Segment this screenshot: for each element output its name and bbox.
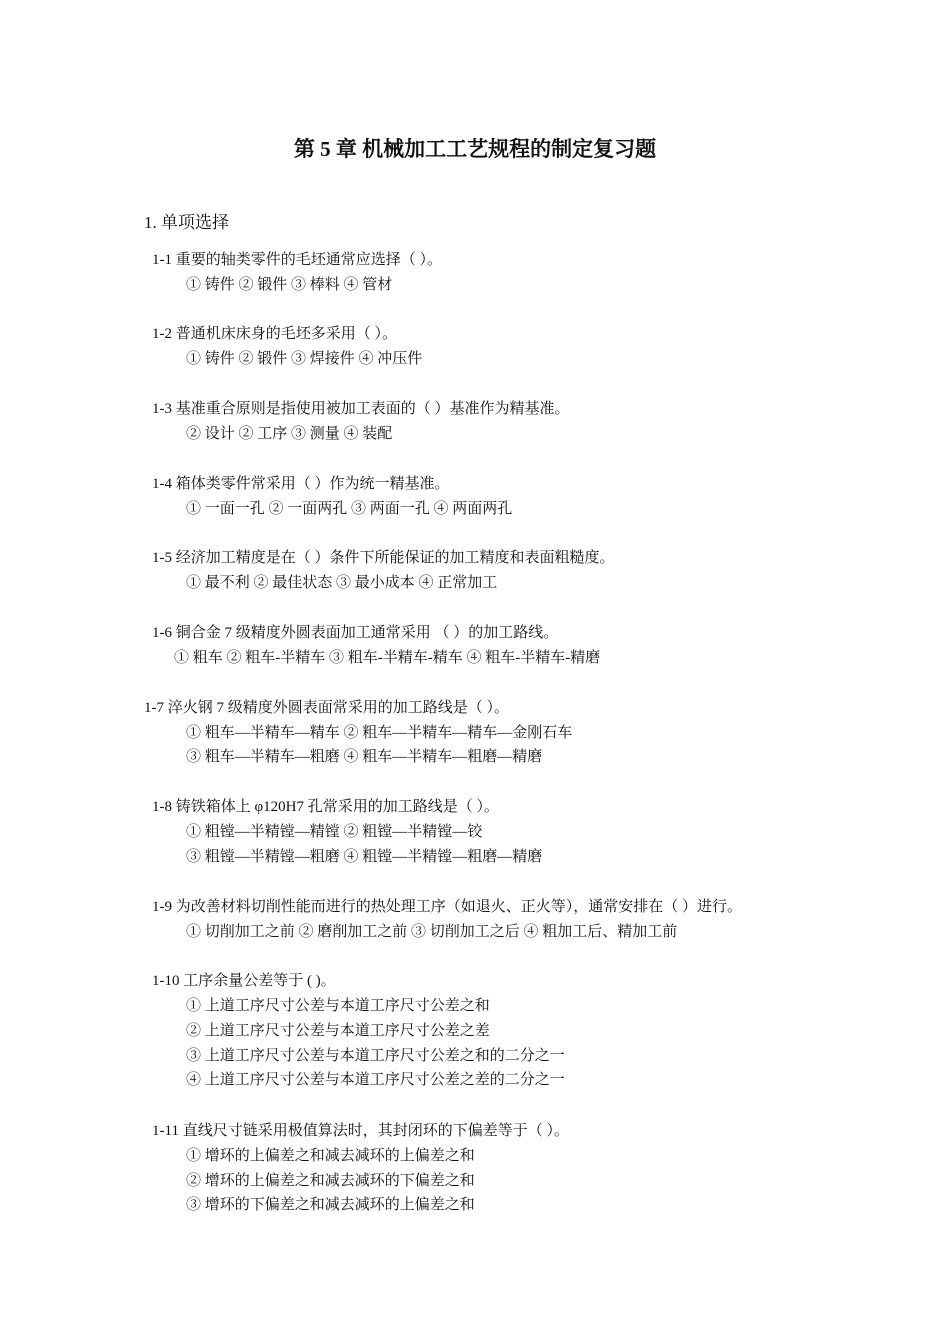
question-options: ③ 粗车—半精车—粗磨 ④ 粗车—半精车—粗磨—精磨	[186, 749, 543, 765]
question-options: ② 增环的上偏差之和减去减环的下偏差之和	[186, 1173, 475, 1189]
question-options: ④ 上道工序尺寸公差与本道工序尺寸公差之差的二分之一	[186, 1072, 565, 1088]
question-options: ② 设计 ② 工序 ③ 测量 ④ 装配	[186, 426, 393, 442]
section-heading: 1. 单项选择	[144, 213, 229, 232]
question-options: ① 最不利 ② 最佳状态 ③ 最小成本 ④ 正常加工	[186, 575, 498, 591]
question-options: ③ 粗镗—半精镗—粗磨 ④ 粗镗—半精镗—粗磨—精磨	[186, 849, 543, 865]
question-options: ① 切削加工之前 ② 磨削加工之前 ③ 切削加工之后 ④ 粗加工后、精加工前	[186, 924, 678, 940]
question-stem: 1-7 淬火钢 7 级精度外圆表面常采用的加工路线是（ ）。	[144, 700, 509, 716]
question-stem: 1-11 直线尺寸链采用极值算法时，其封闭环的下偏差等于（ ）。	[152, 1123, 569, 1139]
question-options: ① 增环的上偏差之和减去减环的上偏差之和	[186, 1148, 475, 1164]
question-options: ① 上道工序尺寸公差与本道工序尺寸公差之和	[186, 998, 490, 1014]
question-options: ① 粗车—半精车—精车 ② 粗车—半精车—精车—金刚石车	[186, 725, 573, 741]
question-stem: 1-2 普通机床床身的毛坯多采用（ ）。	[152, 326, 397, 342]
question-options: ① 铸件 ② 锻件 ③ 棒料 ④ 管材	[186, 277, 393, 293]
question-stem: 1-8 铸铁箱体上 φ120H7 孔常采用的加工路线是（ ）。	[152, 799, 499, 815]
question-stem: 1-3 基准重合原则是指使用被加工表面的（ ）基准作为精基准。	[152, 401, 570, 417]
question-stem: 1-6 铜合金 7 级精度外圆表面加工通常采用 （ ）的加工路线。	[152, 625, 559, 641]
question-stem: 1-1 重要的轴类零件的毛坯通常应选择（ ）。	[152, 252, 442, 268]
question-options: ① 铸件 ② 锻件 ③ 焊接件 ④ 冲压件	[186, 351, 423, 367]
question-options: ② 上道工序尺寸公差与本道工序尺寸公差之差	[186, 1023, 490, 1039]
question-options: ① 粗车 ② 粗车-半精车 ③ 粗车-半精车-精车 ④ 粗车-半精车-精磨	[174, 650, 601, 666]
question-stem: 1-4 箱体类零件常采用（ ）作为统一精基准。	[152, 476, 450, 492]
question-options: ① 一面一孔 ② 一面两孔 ③ 两面一孔 ④ 两面两孔	[186, 501, 513, 517]
document-title: 第 5 章 机械加工工艺规程的制定复习题	[293, 137, 657, 161]
question-stem: 1-5 经济加工精度是在（ ）条件下所能保证的加工精度和表面粗糙度。	[152, 550, 615, 566]
question-stem: 1-9 为改善材料切削性能而进行的热处理工序（如退火、正火等），通常安排在（ ）进行。	[152, 899, 742, 915]
question-options: ③ 上道工序尺寸公差与本道工序尺寸公差之和的二分之一	[186, 1048, 565, 1064]
question-stem: 1-10 工序余量公差等于 ( )。	[152, 973, 336, 989]
question-options: ③ 增环的下偏差之和减去减环的上偏差之和	[186, 1197, 475, 1213]
question-options: ① 粗镗—半精镗—精镗 ② 粗镗—半精镗—铰	[186, 824, 483, 840]
